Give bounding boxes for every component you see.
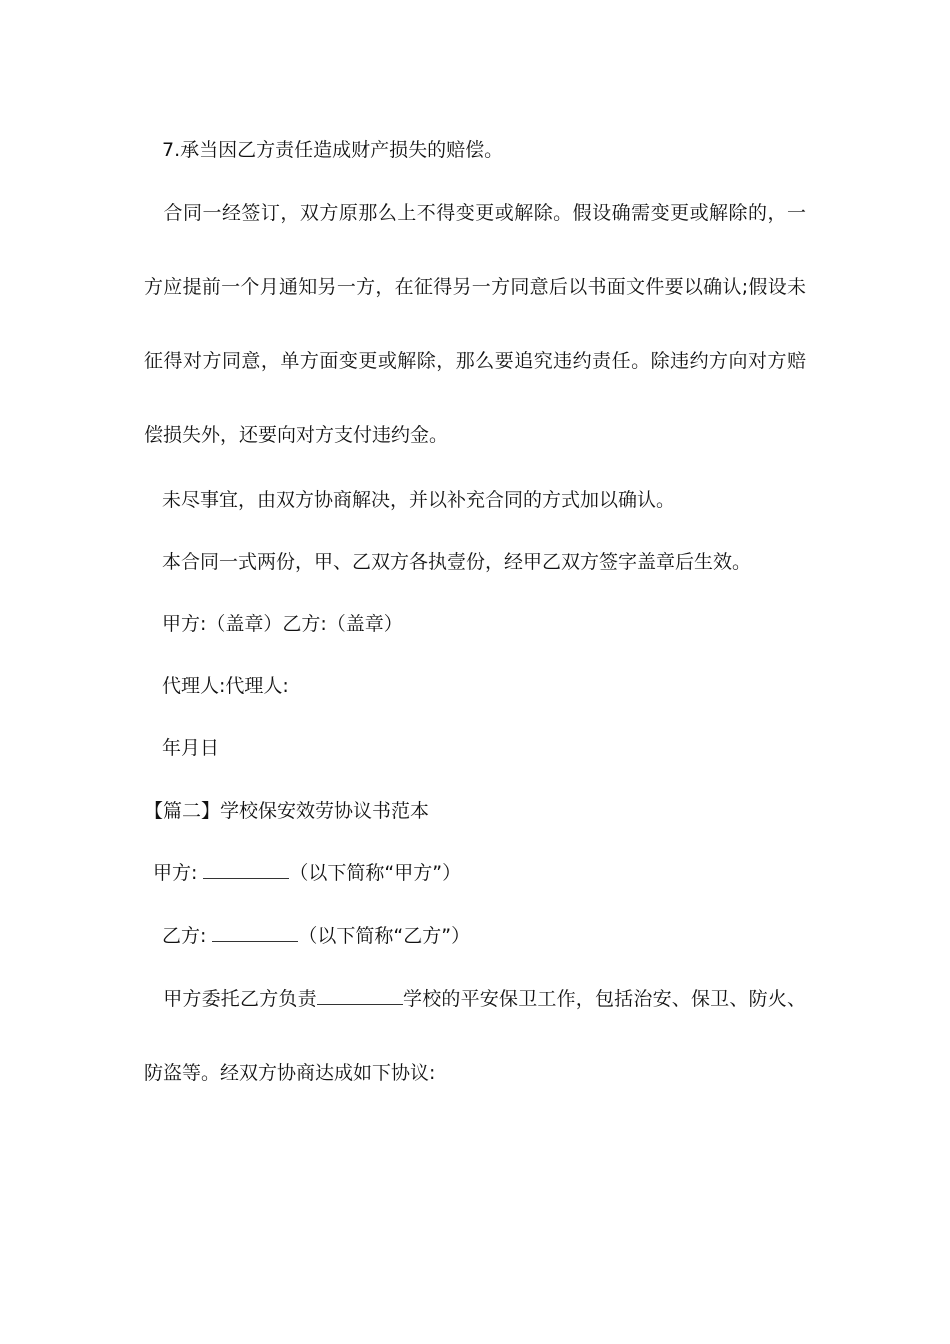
school-name-blank — [317, 986, 403, 1005]
entrust-text-part2: 学校的平安保卫工作，包括治安、保卫、防火、防盗等。经双方协商达成如下协议: — [144, 988, 806, 1084]
party-a-blank — [203, 860, 289, 879]
party-a-label: 甲方: — [153, 862, 198, 884]
party-a-line — [153, 860, 461, 886]
signature-parties: 甲方:（盖章）乙方:（盖章） — [162, 613, 403, 635]
agent-line: 代理人:代理人: — [162, 675, 289, 697]
clause-copies: 本合同一式两份，甲、乙双方各执壹份，经甲乙双方签字盖章后生效。 — [162, 551, 752, 573]
date-line: 年月日 — [162, 737, 220, 759]
clause-change-termination-text: 合同一经签订，双方原那么上不得变更或解除。假设确需变更或解除的，一方应提前一个月通知另一方，在征得另一方同意后以书面文件要以确认;假设未征得对方同意，单方面变更或解除，那么要追究违约责任。除违约方向对方赔偿损失外，还要向对方支付违约金。 — [144, 202, 806, 446]
clause-unresolved-matters: 未尽事宜，由双方协商解决，并以补充合同的方式加以确认。 — [162, 489, 676, 511]
party-b-label: 乙方: — [162, 925, 207, 947]
clause-change-termination — [144, 176, 806, 472]
party-b-note: （以下简称“乙方”） — [298, 925, 471, 947]
entrust-paragraph — [144, 962, 806, 1110]
clause-item-7: 7.承当因乙方责任造成财产损失的赔偿。 — [162, 139, 504, 161]
party-b-line — [162, 923, 470, 949]
party-b-blank — [212, 923, 298, 942]
entrust-text-part1: 甲方委托乙方负责 — [163, 988, 317, 1010]
section-2-title: 【篇二】学校保安效劳协议书范本 — [144, 800, 430, 822]
party-a-note: （以下简称“甲方”） — [289, 862, 462, 884]
